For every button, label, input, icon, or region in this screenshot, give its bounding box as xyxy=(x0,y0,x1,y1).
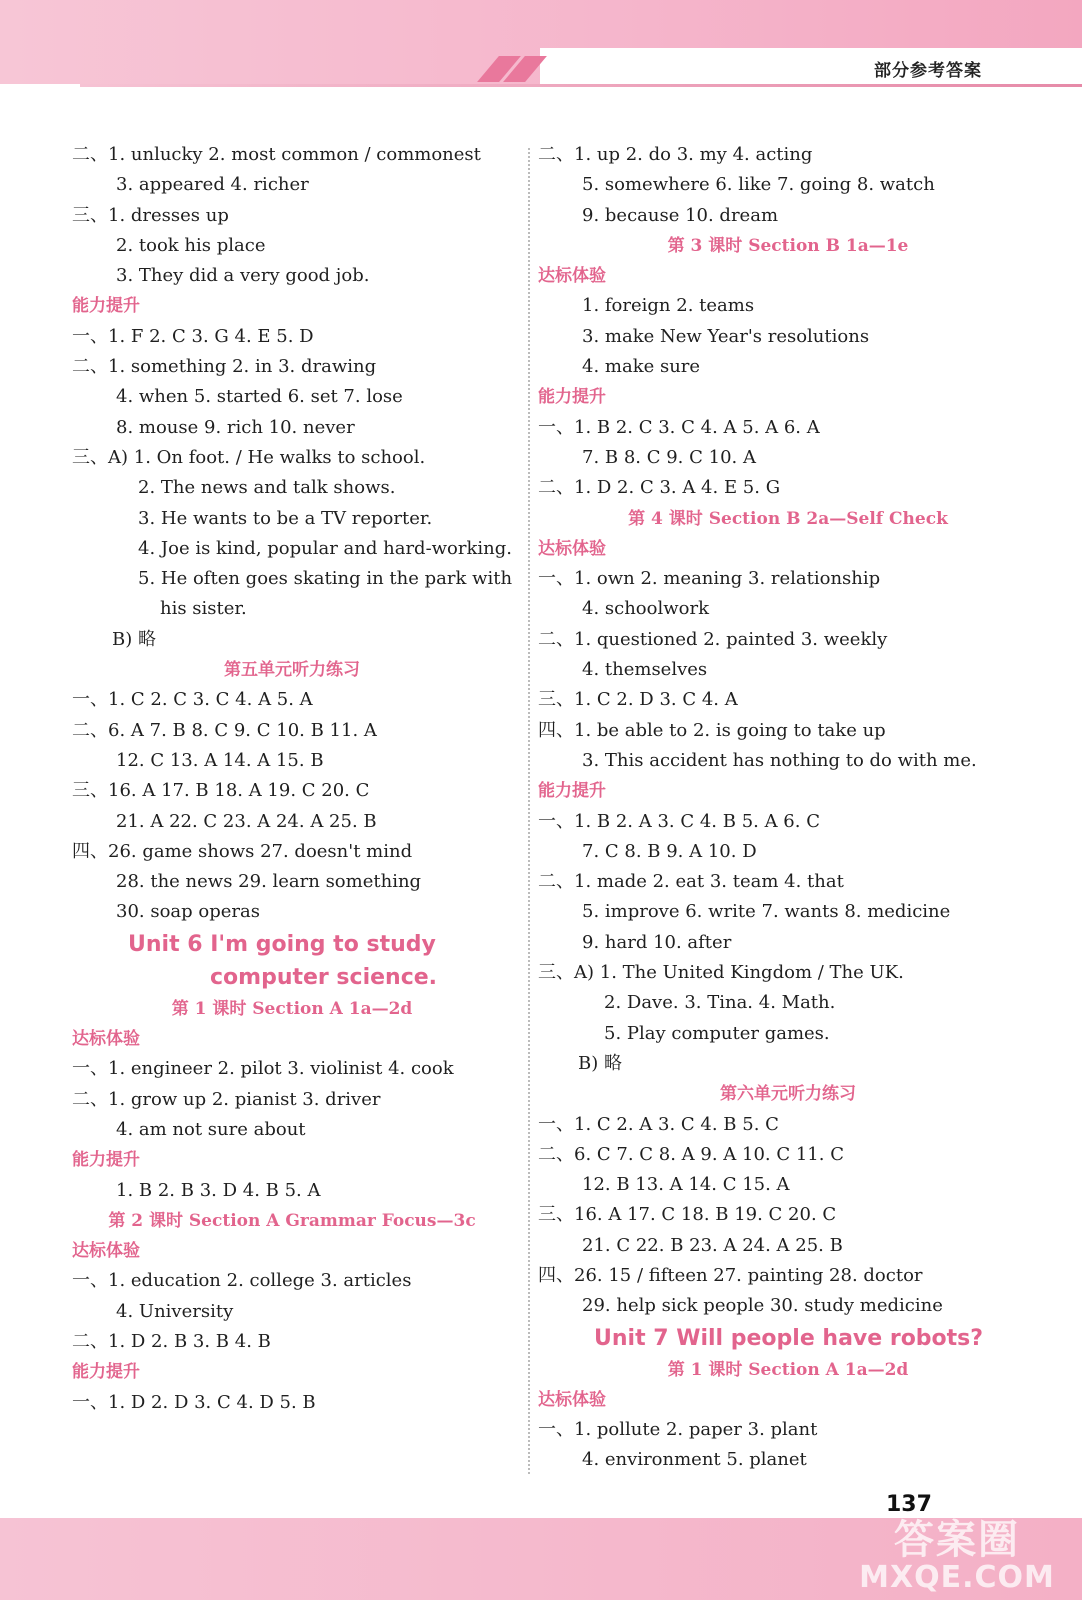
answer-line: 5. somewhere 6. like 7. going 8. watch xyxy=(582,174,935,196)
page-number: 137 xyxy=(886,1492,932,1517)
answer-line: 二、1. up 2. do 3. my 4. acting xyxy=(538,144,813,165)
answer-line: 3. This accident has nothing to do with me. xyxy=(582,749,977,771)
header-title: 部分参考答案 xyxy=(874,61,982,81)
answer-line: 一、1. D 2. D 3. C 4. D 5. B xyxy=(72,1391,316,1413)
answer-line: 3. They did a very good job. xyxy=(116,265,370,287)
answer-line: 一、1. education 2. college 3. articles xyxy=(72,1270,412,1292)
answer-line: 9. hard 10. after xyxy=(582,931,732,953)
answer-line: 21. A 22. C 23. A 24. A 25. B xyxy=(116,810,377,832)
answer-line: 3. make New Year's resolutions xyxy=(582,325,870,347)
answer-line: 二、1. D 2. B 3. B 4. B xyxy=(72,1330,271,1352)
answer-line: 21. C 22. B 23. A 24. A 25. B xyxy=(582,1234,843,1256)
column-divider xyxy=(528,148,530,1474)
section-label: 达标体验 xyxy=(72,1241,140,1262)
answer-line: 4. schoolwork xyxy=(582,598,709,620)
answer-line: 1. foreign 2. teams xyxy=(582,295,755,317)
watermark-logo-text: 答案圈 xyxy=(894,1517,1020,1563)
section-label: 达标体验 xyxy=(538,266,606,287)
answer-line: 二、1. made 2. eat 3. team 4. that xyxy=(538,871,844,893)
answer-line: 4. am not sure about xyxy=(116,1118,306,1140)
answer-line: 四、1. be able to 2. is going to take up xyxy=(538,719,886,741)
answer-line: 四、26. game shows 27. doesn't mind xyxy=(72,840,413,862)
lesson-heading: 第五单元听力练习 xyxy=(224,660,360,681)
answer-line: 二、6. A 7. B 8. C 9. C 10. B 11. A xyxy=(72,719,377,741)
answer-line: 4. themselves xyxy=(582,659,708,681)
answer-line: 一、1. own 2. meaning 3. relationship xyxy=(538,568,881,590)
right-column xyxy=(538,140,1038,1476)
answer-line: 12. C 13. A 14. A 15. B xyxy=(116,749,324,771)
header-rule xyxy=(80,84,1082,87)
answer-line: 9. because 10. dream xyxy=(582,204,779,226)
section-label: 达标体验 xyxy=(538,538,606,559)
answer-line: 2. The news and talk shows. xyxy=(138,477,396,499)
answer-line: 5. Play computer games. xyxy=(604,1022,830,1044)
answer-line: 28. the news 29. learn something xyxy=(116,871,422,893)
section-label: 能力提升 xyxy=(72,1150,140,1171)
answer-line: 三、1. dresses up xyxy=(72,204,229,226)
answer-line: 三、A) 1. On foot. / He walks to school. xyxy=(72,446,426,468)
lesson-heading: 第 1 课时 Section A 1a—2d xyxy=(171,998,413,1019)
answer-line: 1. B 2. B 3. D 4. B 5. A xyxy=(116,1179,321,1201)
answer-line: 12. B 13. A 14. C 15. A xyxy=(582,1174,790,1196)
answer-line: 三、16. A 17. B 18. A 19. C 20. C xyxy=(72,780,370,802)
answer-line: 三、16. A 17. C 18. B 19. C 20. C xyxy=(538,1204,837,1226)
section-label: 能力提升 xyxy=(72,296,140,317)
answer-line: 一、1. C 2. C 3. C 4. A 5. A xyxy=(72,689,313,711)
lesson-heading: 第 2 课时 Section A Grammar Focus—3c xyxy=(108,1210,476,1231)
answer-line: 4. make sure xyxy=(582,356,701,378)
answer-line: 二、1. D 2. C 3. A 4. E 5. G xyxy=(538,477,781,499)
answer-line: 4. Joe is kind, popular and hard-working. xyxy=(138,537,513,559)
answer-line: 一、1. engineer 2. pilot 3. violinist 4. cook xyxy=(72,1058,454,1080)
answer-line: 三、A) 1. The United Kingdom / The UK. xyxy=(538,962,904,984)
left-column xyxy=(72,140,512,1418)
answer-line: 7. B 8. C 9. C 10. A xyxy=(582,446,756,468)
answer-line: 二、1. grow up 2. pianist 3. driver xyxy=(72,1088,381,1110)
answer-line: his sister. xyxy=(160,598,247,620)
unit-title: Unit 7 Will people have robots? xyxy=(594,1325,984,1351)
watermark xyxy=(842,1518,1072,1600)
answer-line: 29. help sick people 30. study medicine xyxy=(582,1295,943,1317)
answer-line: 一、1. pollute 2. paper 3. plant xyxy=(538,1419,818,1441)
section-label: 达标体验 xyxy=(538,1389,606,1410)
answer-line: 一、1. B 2. A 3. C 4. B 5. A 6. C xyxy=(538,810,820,832)
answer-line: 30. soap operas xyxy=(116,901,260,923)
unit-title-continued: computer science. xyxy=(210,964,438,990)
answer-line: 二、1. unlucky 2. most common / commonest xyxy=(72,144,481,165)
answer-line: 7. C 8. B 9. A 10. D xyxy=(582,840,757,862)
section-label: 能力提升 xyxy=(72,1362,140,1383)
section-label: 能力提升 xyxy=(538,781,606,802)
answer-line: 三、1. C 2. D 3. C 4. A xyxy=(538,689,738,711)
answer-line: 4. University xyxy=(116,1300,234,1322)
answer-line: 一、1. B 2. C 3. C 4. A 5. A 6. A xyxy=(538,416,820,438)
answer-line: 5. improve 6. write 7. wants 8. medicine xyxy=(582,901,951,923)
answer-line: 二、1. questioned 2. painted 3. weekly xyxy=(538,628,888,650)
answer-line: B) 略 xyxy=(112,628,156,650)
answer-line: 二、1. something 2. in 3. drawing xyxy=(72,356,377,378)
answer-line: 8. mouse 9. rich 10. never xyxy=(116,416,355,438)
lesson-heading: 第 4 课时 Section B 2a—Self Check xyxy=(628,508,948,529)
unit-title: Unit 6 I'm going to study xyxy=(128,931,436,957)
answer-line: 2. took his place xyxy=(116,234,266,256)
answer-line: B) 略 xyxy=(578,1052,622,1074)
section-label: 能力提升 xyxy=(538,387,606,408)
answer-line: 4. environment 5. planet xyxy=(582,1449,807,1471)
answer-line: 四、26. 15 / fifteen 27. painting 28. doctor xyxy=(538,1264,923,1286)
answer-line: 3. appeared 4. richer xyxy=(116,174,309,196)
answer-line: 二、6. C 7. C 8. A 9. A 10. C 11. C xyxy=(538,1143,844,1165)
answer-line: 4. when 5. started 6. set 7. lose xyxy=(116,386,403,408)
answer-line: 一、1. C 2. A 3. C 4. B 5. C xyxy=(538,1113,779,1135)
watermark-site-text: MXQE.COM xyxy=(859,1560,1055,1595)
lesson-heading: 第六单元听力练习 xyxy=(720,1084,856,1105)
header-white-strip xyxy=(540,48,1082,84)
lesson-heading: 第 1 课时 Section A 1a—2d xyxy=(667,1359,909,1380)
lesson-heading: 第 3 课时 Section B 1a—1e xyxy=(667,235,909,256)
answer-line: 5. He often goes skating in the park with xyxy=(138,568,513,590)
answer-line: 3. He wants to be a TV reporter. xyxy=(138,507,433,529)
section-label: 达标体验 xyxy=(72,1029,140,1050)
answer-line: 一、1. F 2. C 3. G 4. E 5. D xyxy=(72,325,314,347)
answer-line: 2. Dave. 3. Tina. 4. Math. xyxy=(604,992,836,1014)
